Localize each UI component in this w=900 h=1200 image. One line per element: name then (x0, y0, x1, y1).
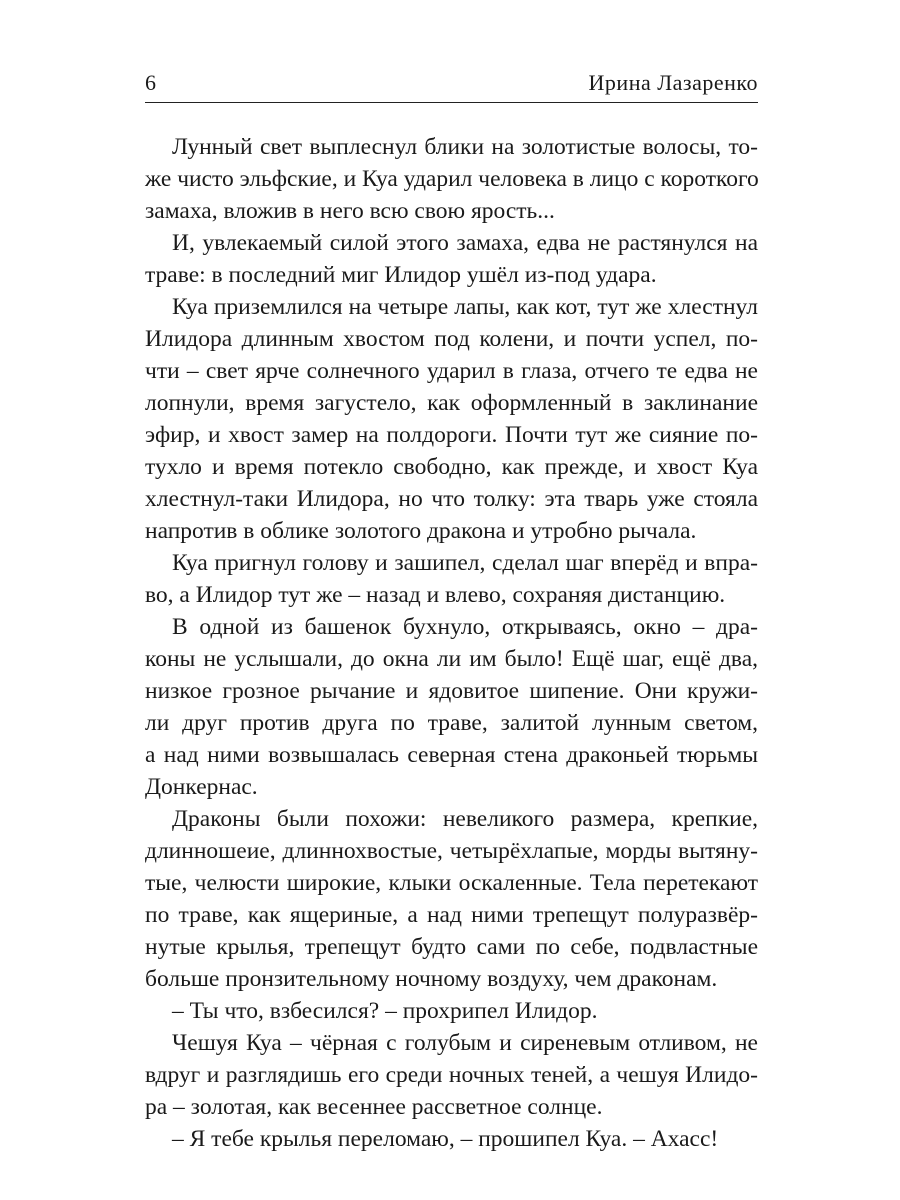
text-line: В одной из башенок бухнуло, открываясь, окно – дра- (172, 614, 758, 640)
text-line: Куа пригнул голову и зашипел, сделал шаг вперёд и впра- (172, 550, 758, 576)
text-line: длинношеие, длиннохвостые, четырёхлапые, морды вытяну- (145, 838, 758, 864)
text-line: коны не услышали, до окна ли им было! Ещё шаг, ещё два, (145, 646, 758, 672)
text-line: И, увлекаемый силой этого замаха, едва не растянулся на (172, 230, 758, 256)
text-line: же чисто эльфские, и Куа ударил человека в лицо с короткого (145, 166, 759, 192)
text-line: нутые крылья, трепещут будто сами по себе, подвластные (145, 934, 758, 960)
text-line: напротив в облике золотого дракона и утробно рычала. (145, 518, 697, 544)
text-line: лопнули, время загустело, как оформленный в заклинание (145, 390, 758, 416)
text-line: эфир, и хвост замер на полдороги. Почти тут же сияние по- (145, 422, 758, 448)
text-line: тухло и время потекло свободно, как прежде, и хвост Куа (145, 454, 758, 480)
text-line: Чешуя Куа – чёрная с голубым и сиреневым отливом, не (172, 1030, 758, 1056)
text-line: низкое грозное рычание и ядовитое шипение. Они кружи- (145, 678, 758, 704)
running-header (145, 66, 758, 103)
text-line: ли друг против друга по траве, залитой лунным светом, (145, 710, 758, 736)
text-line: больше пронзительному ночному воздуху, чем драконам. (145, 966, 718, 992)
page-number: 6 (145, 70, 156, 95)
text-line: Илидора длинным хвостом под колени, и почти успел, по- (145, 326, 758, 352)
text-line: хлестнул-таки Илидора, но что толку: эта тварь уже стояла (145, 486, 758, 512)
text-line: Лунный свет выплеснул блики на золотистые волосы, то- (172, 134, 758, 160)
text-line: тые, челюсти широкие, клыки оскаленные. Тела перетекают (145, 870, 758, 896)
text-line: а над ними возвышалась северная стена драконьей тюрьмы (145, 742, 758, 768)
text-line: – Ты что, взбесился? – прохрипел Илидор. (172, 998, 598, 1024)
text-line: Донкернас. (145, 774, 258, 800)
text-line: по траве, как ящериные, а над ними трепещут полуразвёр- (145, 902, 758, 928)
text-line: замаха, вложив в него всю свою ярость... (145, 198, 555, 224)
text-line: траве: в последний миг Илидор ушёл из-под удара. (145, 262, 657, 288)
text-line: вдруг и разглядишь его среди ночных теней, а чешуя Илидо- (145, 1062, 758, 1088)
text-line: – Я тебе крылья переломаю, – прошипел Куа. – Ахасс! (172, 1126, 719, 1152)
text-line: во, а Илидор тут же – назад и влево, сохраняя дистанцию. (145, 582, 726, 608)
text-line: ра – золотая, как весеннее рассветное солнце. (145, 1094, 603, 1120)
text-line: Драконы были похожи: невеликого размера, крепкие, (172, 806, 758, 832)
running-author: Ирина Лазаренко (588, 70, 758, 95)
text-line: Куа приземлился на четыре лапы, как кот, тут же хлестнул (172, 294, 758, 320)
text-line: чти – свет ярче солнечного ударил в глаза, отчего те едва не (145, 358, 758, 384)
